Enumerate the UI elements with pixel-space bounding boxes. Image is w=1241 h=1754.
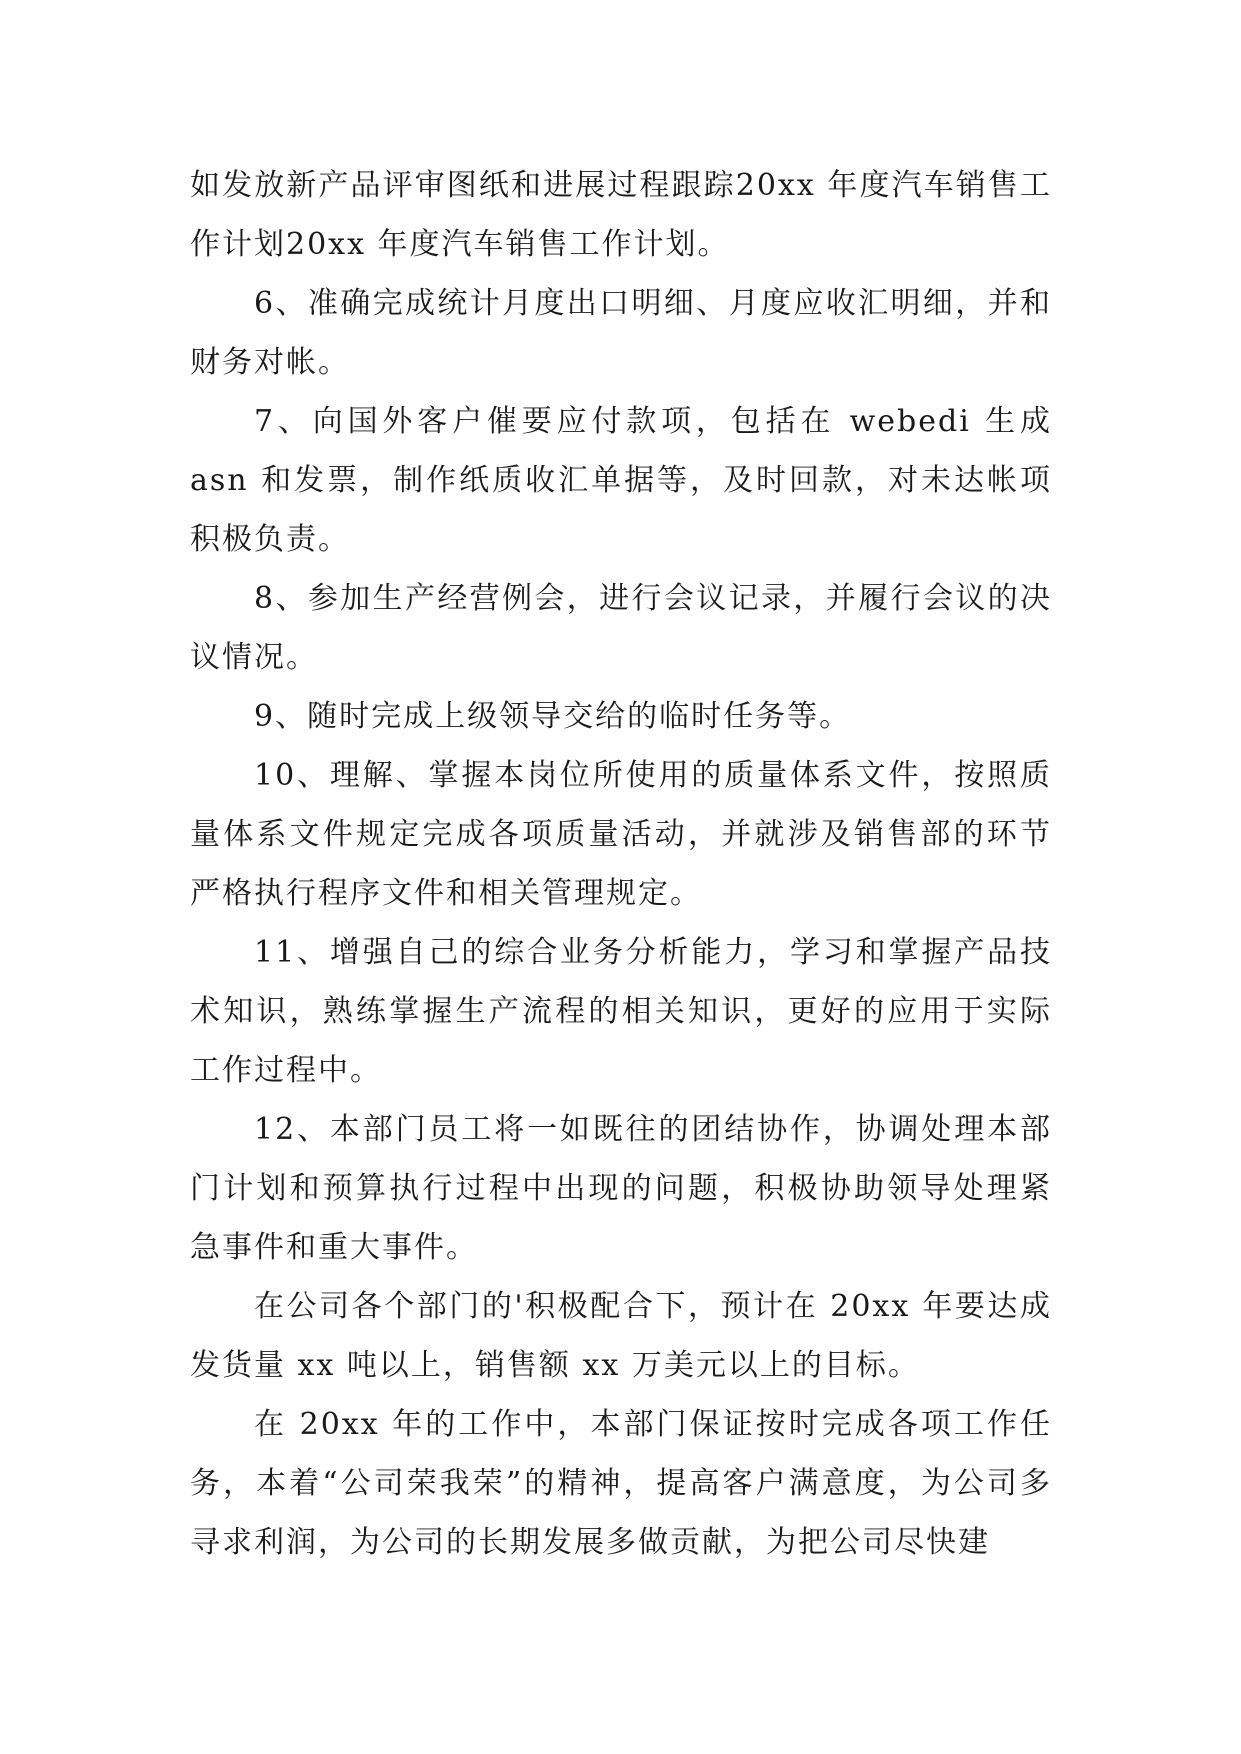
paragraph-item-6: 6、准确完成统计月度出口明细、月度应收汇明细，并和财务对帐。 <box>190 286 1052 380</box>
paragraph-item-12: 12、本部门员工将一如既往的团结协作，协调处理本部门计划和预算执行过程中出现的问题，积极协助领导处理紧急事件和重大事件。 <box>190 1112 1052 1265</box>
paragraph-target: 在公司各个部门的'积极配合下，预计在 20xx 年要达成发货量 xx 吨以上，销售额 xx 万美元以上的目标。 <box>190 1289 1052 1383</box>
paragraph-item-7: 7、向国外客户催要应付款项，包括在 webedi 生成 asn 和发票，制作纸质收汇单据等，及时回款，对未达帐项积极负责。 <box>190 404 1052 557</box>
paragraph-item-8: 8、参加生产经营例会，进行会议记录，并履行会议的决议情况。 <box>190 581 1052 675</box>
paragraph-0: 如发放新产品评审图纸和进展过程跟踪20xx 年度汽车销售工作计划20xx 年度汽车销售工作计划。 <box>190 168 1052 262</box>
paragraph-item-9: 9、随时完成上级领导交给的临时任务等。 <box>254 699 852 734</box>
paragraph-item-11: 11、增强自己的综合业务分析能力，学习和掌握产品技术知识，熟练掌握生产流程的相关知识，更好的应用于实际工作过程中。 <box>190 935 1052 1088</box>
paragraph-item-10: 10、理解、掌握本岗位所使用的质量体系文件，按照质量体系文件规定完成各项质量活动，并就涉及销售部的环节严格执行程序文件和相关管理规定。 <box>190 758 1052 911</box>
document-body <box>190 156 1052 1572</box>
paragraph-commitment: 在 20xx 年的工作中，本部门保证按时完成各项工作任务，本着“公司荣我荣”的精神，提高客户满意度，为公司多寻求利润，为公司的长期发展多做贡献，为把公司尽快建 <box>190 1407 1052 1560</box>
